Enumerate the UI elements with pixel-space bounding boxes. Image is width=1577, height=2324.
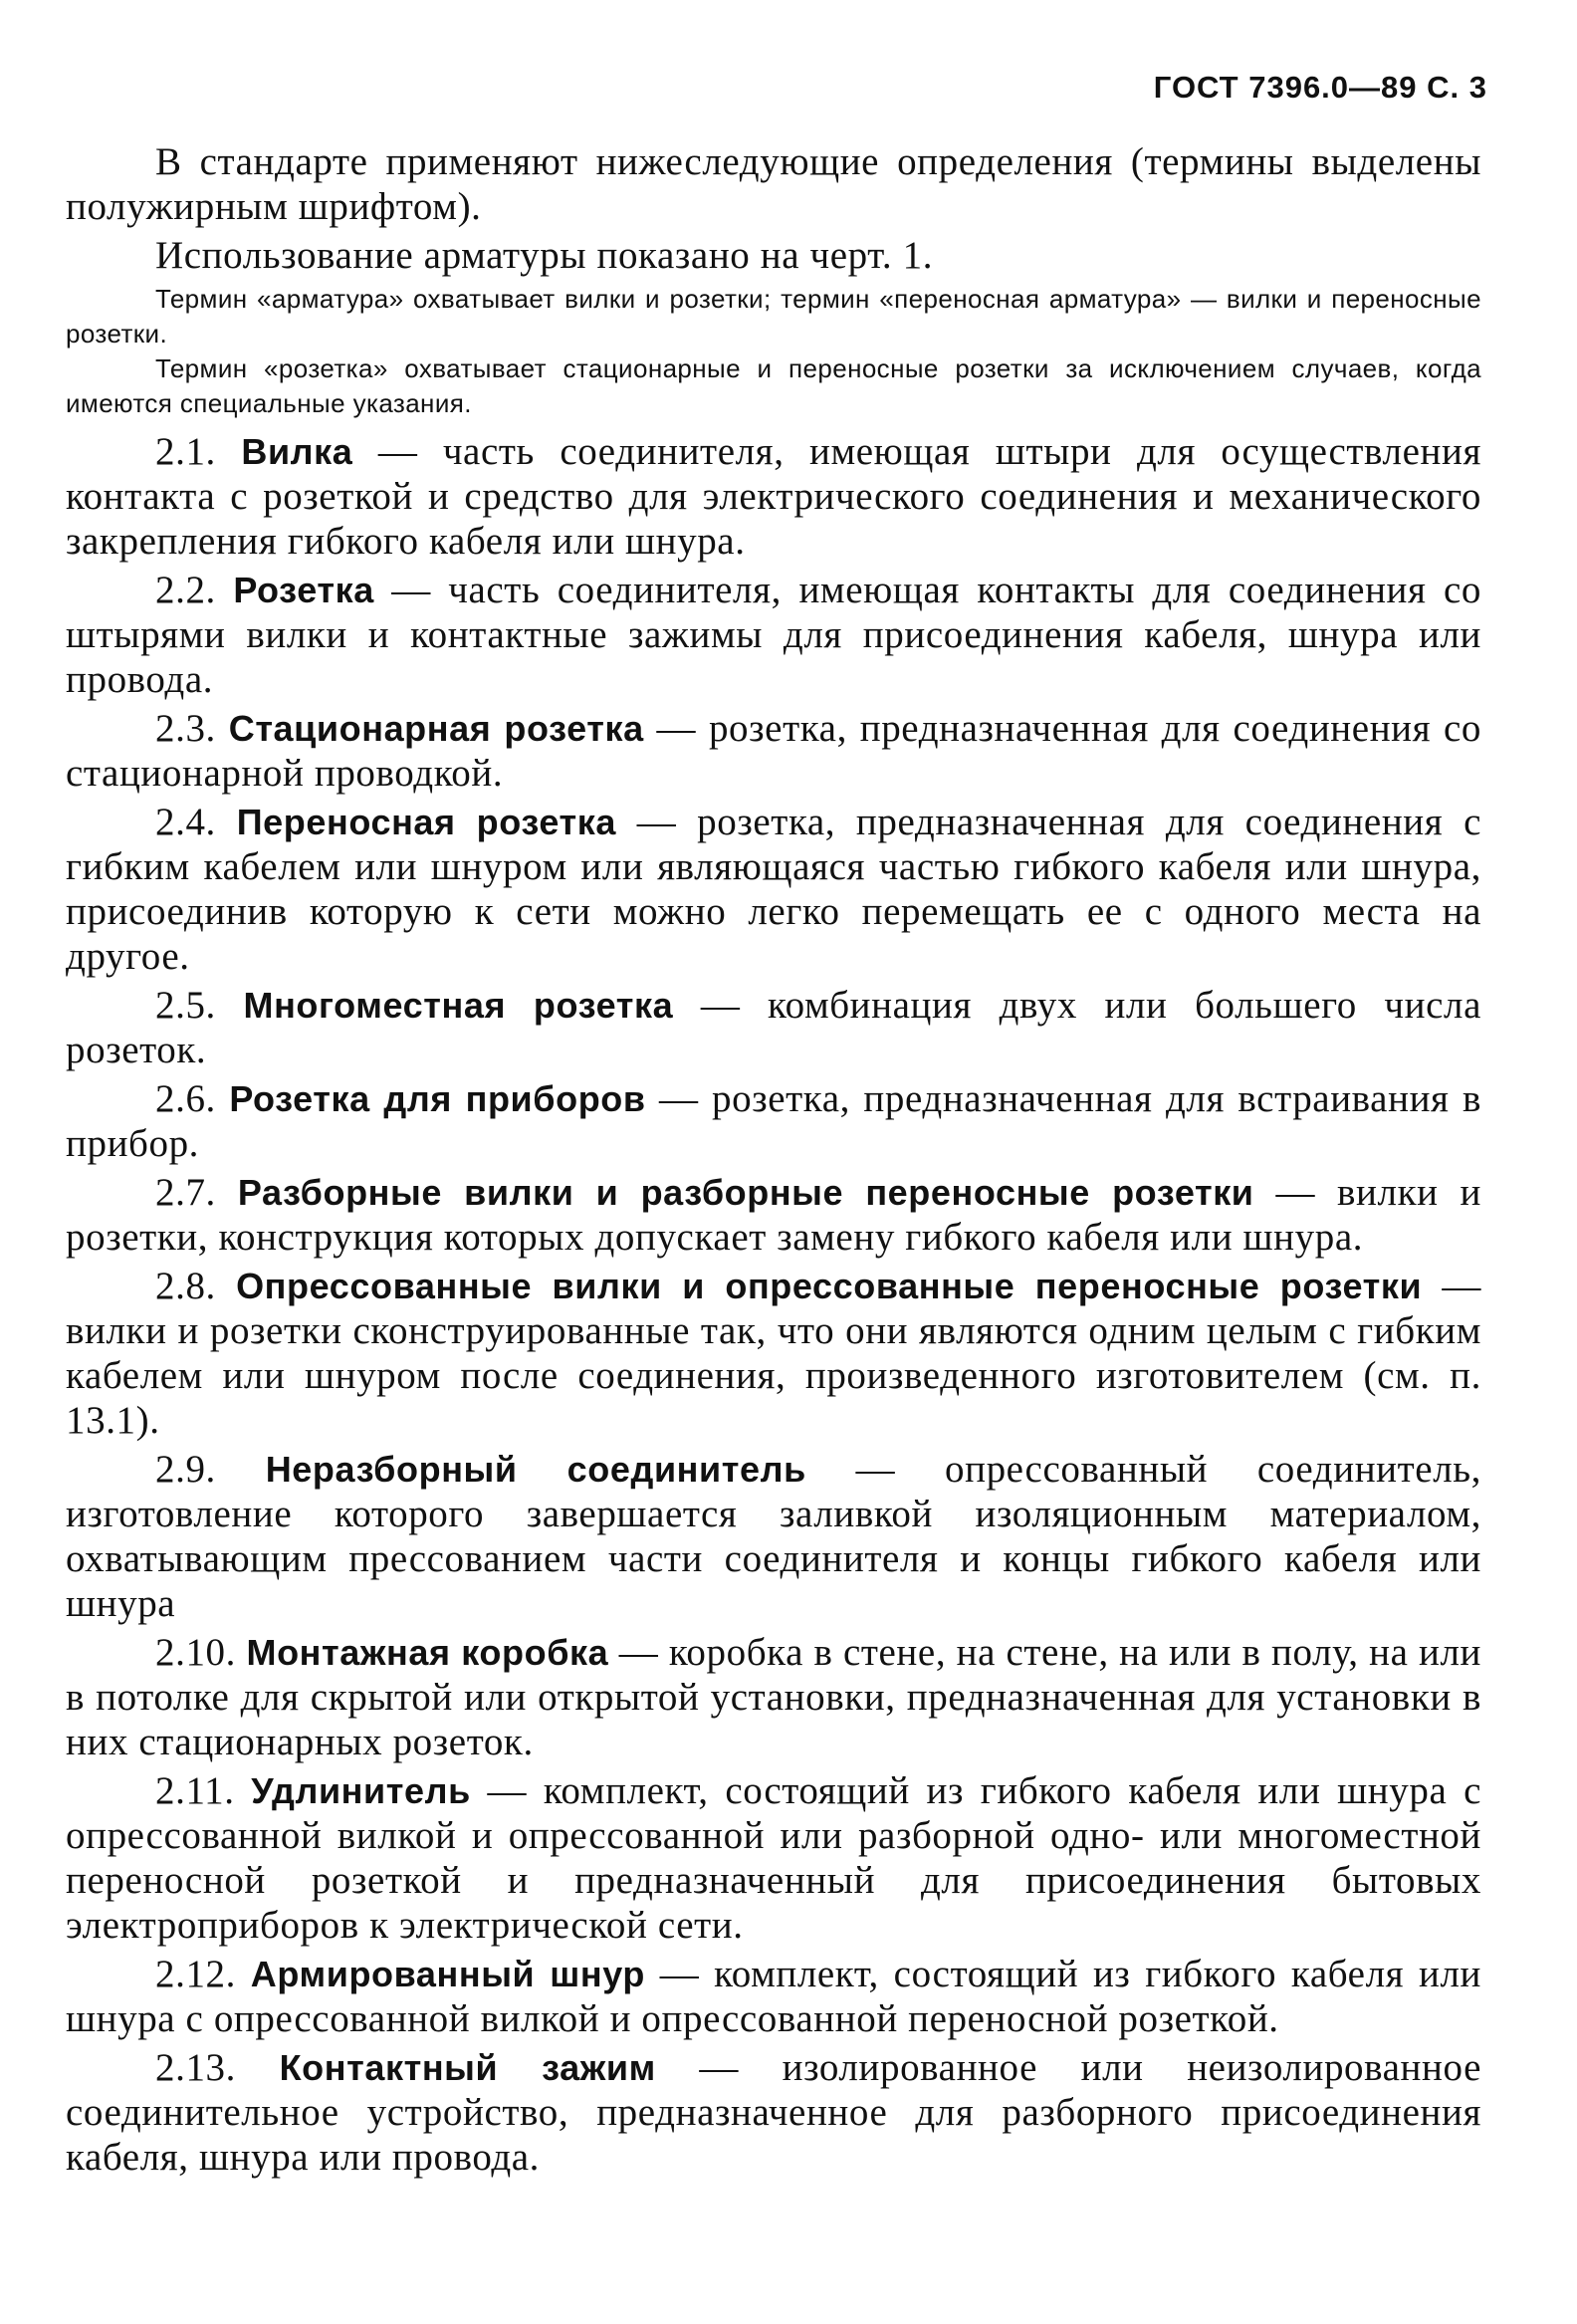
page-header: ГОСТ 7396.0—89 С. 3 (1153, 70, 1487, 105)
definition-number: 2.2. (155, 569, 216, 611)
definition-number: 2.12. (155, 1953, 236, 1995)
definition-text: — комплект, состоящий из гибкого кабеля или шнура с опрессованной вилкой и опрессованной переносной розеткой. (66, 1953, 1481, 2040)
intro-paragraph: Использование арматуры показано на черт. 1. (155, 234, 934, 277)
definition-term: Переносная розетка (236, 802, 617, 842)
definition-2-7 (66, 1170, 1481, 1260)
definition-term: Опрессованные вилки и опрессованные переносные розетки (236, 1266, 1423, 1306)
definition-text: — вилки и розетки сконструированные так, что они являются одним целым с гибким кабелем или шнуром после соединения, произведенного изготовителем (см. п. 13.1). (66, 1265, 1482, 1442)
definition-2-12 (66, 1952, 1481, 2041)
definition-text: — вилки и розетки, конструкция которых допускает замену гибкого кабеля или шнура. (66, 1171, 1481, 1259)
definition-term: Многоместная розетка (243, 985, 674, 1026)
definition-text: — розетка, предназначенная для встраивания в прибор. (66, 1077, 1481, 1165)
definition-text: — розетка, предназначенная для соединения с гибким кабелем или шнуром или являющаяся частью гибкого кабеля или шнура, присоединив которую к сети можно легко перемещать ее с одного места на другое. (66, 801, 1482, 978)
definition-text: — комбинация двух или большего числа розеток. (66, 984, 1481, 1071)
definition-number: 2.5. (155, 984, 216, 1027)
definition-2-9 (66, 1447, 1481, 1626)
definition-number: 2.8. (155, 1265, 216, 1307)
definition-term: Контактный зажим (279, 2047, 656, 2088)
definition-2-6 (66, 1076, 1481, 1166)
intro-paragraph: В стандарте применяют нижеследующие определения (термины выделены полужирным шрифтом). (66, 140, 1481, 228)
definition-2-3 (66, 706, 1481, 796)
definition-term: Розетка для приборов (229, 1078, 646, 1119)
definition-text: — опрессованный соединитель, изготовление которого завершается заливкой изоляционным материалом, охватывающим прессованием части соединителя и концы гибкого кабеля или шнура (66, 1448, 1481, 1625)
definition-term: Разборные вилки и разборные переносные розетки (237, 1172, 1254, 1213)
definition-number: 2.11. (155, 1769, 235, 1812)
definition-2-11 (66, 1768, 1481, 1948)
definition-2-4 (66, 800, 1481, 979)
definition-number: 2.3. (155, 707, 216, 750)
definition-text: — часть соединителя, имеющая контакты для соединения со штырями вилки и контактные зажимы для присоединения кабеля, шнура или провода. (66, 569, 1481, 701)
definition-number: 2.13. (155, 2046, 236, 2089)
definition-2-1 (66, 429, 1481, 564)
definition-2-8 (66, 1264, 1481, 1443)
definition-number: 2.6. (155, 1077, 216, 1120)
definition-term: Неразборный соединитель (265, 1449, 806, 1490)
definition-number: 2.1. (155, 430, 216, 473)
definition-2-10 (66, 1630, 1481, 1764)
definition-term: Стационарная розетка (228, 708, 644, 749)
definition-number: 2.7. (155, 1171, 216, 1214)
definition-number: 2.4. (155, 801, 216, 843)
definition-2-2 (66, 568, 1481, 702)
definition-text: — изолированное или неизолированное соединительное устройство, предназначенное для разборного присоединения кабеля, шнура или провода. (66, 2046, 1481, 2179)
definition-2-5 (66, 983, 1481, 1072)
definition-text: — коробка в стене, на стене, на или в полу, на или в потолке для скрытой или открытой установки, предназначенная для установки в них стационарных розеток. (66, 1631, 1481, 1763)
definition-text: — розетка, предназначенная для соединения со стационарной проводкой. (66, 707, 1481, 795)
definition-term: Розетка (233, 570, 374, 610)
definition-term: Удлинитель (251, 1770, 471, 1811)
definition-number: 2.10. (155, 1631, 236, 1674)
definition-number: 2.9. (155, 1448, 216, 1491)
definition-term: Армированный шнур (250, 1954, 645, 1994)
definition-term: Вилка (241, 431, 353, 472)
note-paragraph: Термин «розетка» охватывает стационарные и переносные розетки за исключением случаев, когда имеются специальные указания. (66, 353, 1481, 418)
document-body (66, 139, 1481, 2180)
definition-text: — часть соединителя, имеющая штыри для осуществления контакта с розеткой и средство для электрического соединения и механического закрепления гибкого кабеля или шнура. (66, 430, 1482, 563)
note-paragraph: Термин «арматура» охватывает вилки и розетки; термин «переносная арматура» — вилки и переносные розетки. (66, 284, 1481, 349)
definition-text: — комплект, состоящий из гибкого кабеля или шнура с опрессованной вилкой и опрессованной или разборной одно- или многоместной переносной розеткой и предназначенный для присоединения бытовых электроприборов к электрической сети. (66, 1769, 1481, 1947)
definition-2-13 (66, 2045, 1481, 2180)
definition-term: Монтажная коробка (246, 1632, 609, 1673)
